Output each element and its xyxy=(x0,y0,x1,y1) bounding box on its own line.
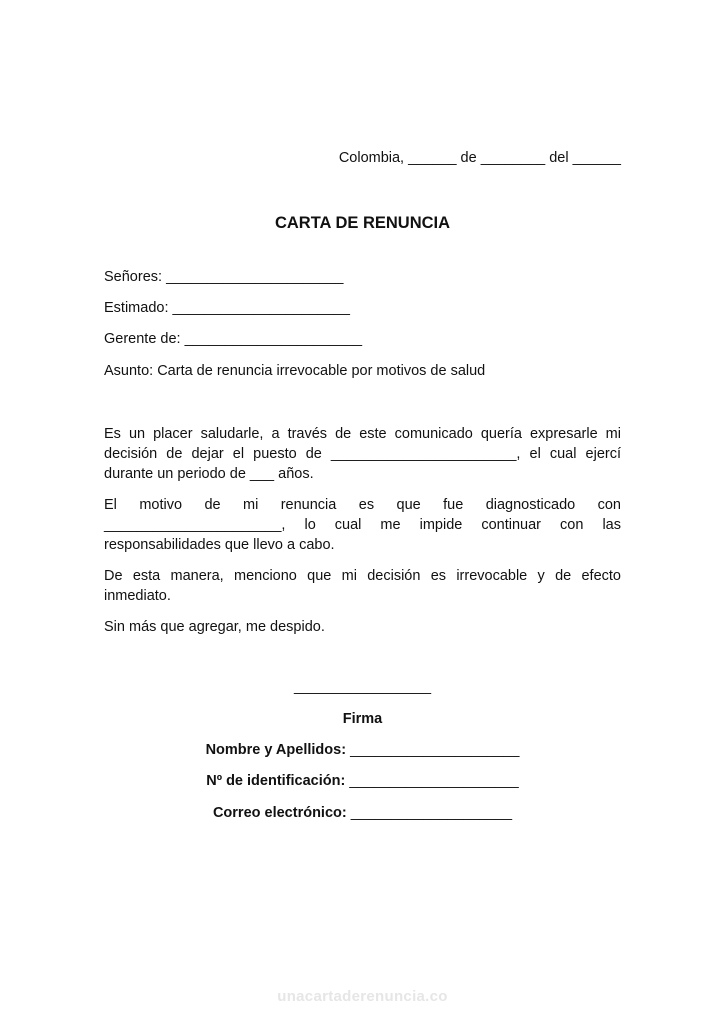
watermark: unacartaderenuncia.co xyxy=(277,988,448,1005)
signature-name-field xyxy=(0,741,725,759)
email-label: Correo electrónico: xyxy=(212,805,347,821)
date-line: Colombia, ______ de ________ del ______ xyxy=(338,150,621,166)
signature-label: Firma xyxy=(342,711,383,727)
signature-email-field xyxy=(0,804,725,822)
email-blank: ____________________ xyxy=(350,805,513,821)
letter-body xyxy=(104,424,621,648)
body-paragraph-1: Es un placer saludarle, a través de este comunicado quería expresarle mi decisión de dejar el puesto de _______________________, el cual ejercí durante un periodo de ___ años. xyxy=(104,426,621,482)
id-blank: _____________________ xyxy=(349,773,519,789)
signature-id-field xyxy=(0,772,725,790)
subject-line: Asunto: Carta de renuncia irrevocable por motivos de salud xyxy=(104,363,486,379)
name-blank: _____________________ xyxy=(350,742,520,758)
letter-title: CARTA DE RENUNCIA xyxy=(274,214,451,232)
recipient-gerente: Gerente de: ______________________ xyxy=(104,331,363,347)
name-label: Nombre y Apellidos: xyxy=(205,742,347,758)
body-paragraph-3: De esta manera, menciono que mi decisión es irrevocable y de efecto inmediato. xyxy=(104,568,621,604)
recipient-estimado: Estimado: ______________________ xyxy=(104,300,350,316)
recipient-senores: Señores: ______________________ xyxy=(104,269,344,285)
body-paragraph-4: Sin más que agregar, me despido. xyxy=(104,619,325,635)
signature-line: _________________ xyxy=(293,679,432,695)
body-paragraph-2: El motivo de mi renuncia es que fue diagnosticado con ______________________, lo cual me impide continuar con las responsabilidades que llevo a cabo. xyxy=(104,497,621,553)
id-label: Nº de identificación: xyxy=(206,773,346,789)
